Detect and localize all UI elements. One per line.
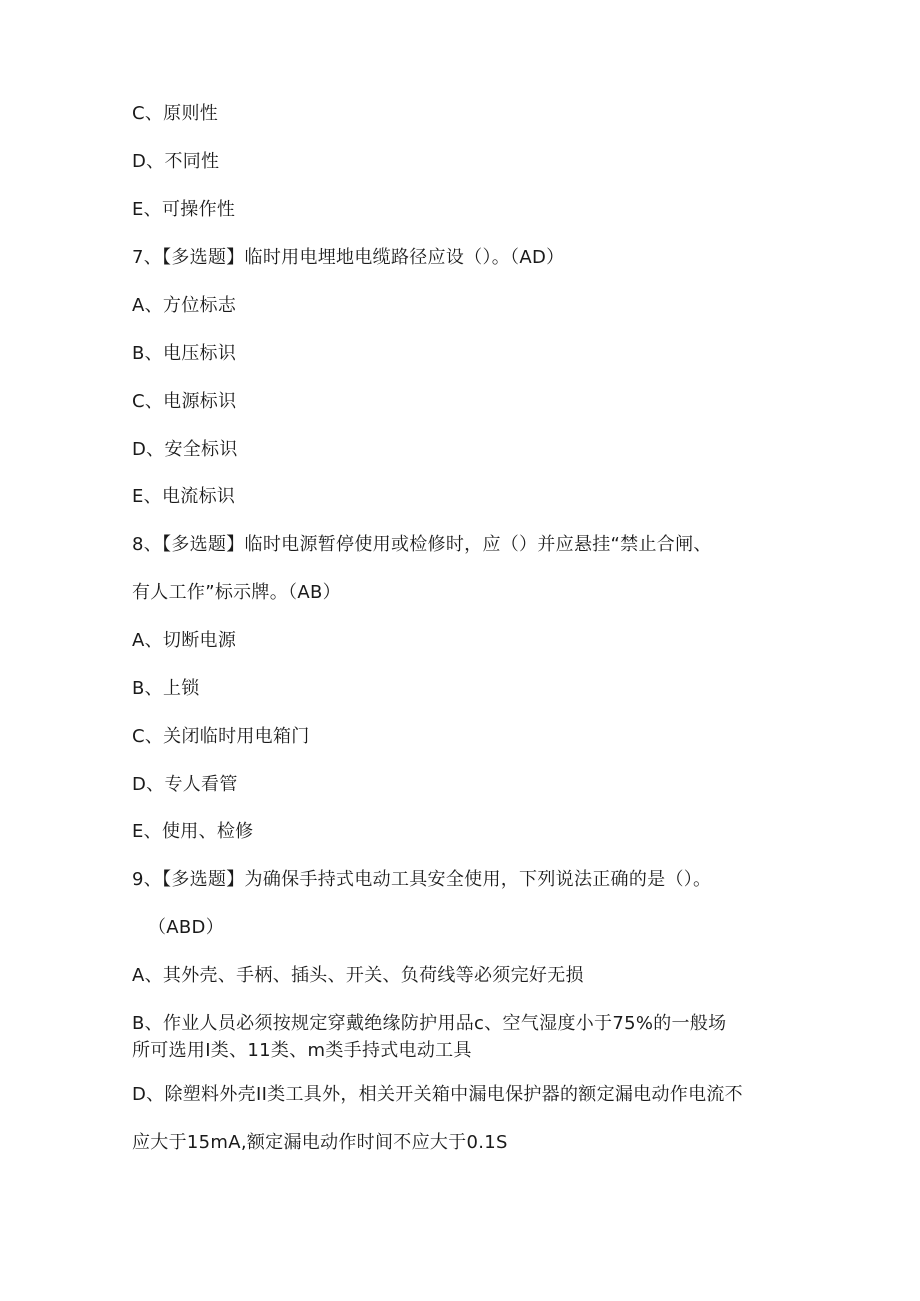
question-9-text-line1: 9、【多选题】为确保手持式电动工具安全使用，下列说法正确的是（）。 bbox=[132, 869, 712, 890]
q8-option-b: B、上锁 bbox=[132, 678, 200, 699]
question-8-text-line1: 8、【多选题】临时电源暂停使用或检修时，应（）并应悬挂“禁止合闸、 bbox=[132, 534, 712, 555]
option-d-line: D、不同性 bbox=[132, 151, 220, 172]
question-8-text-line2: 有人工作”标示牌。（AB） bbox=[132, 582, 341, 603]
q9-option-b-line2: 所可选用I类、11类、m类手持式电动工具 bbox=[132, 1040, 472, 1061]
q9-option-b-line1: B、作业人员必须按规定穿戴绝缘防护用品c、空气湿度小于75%的一般场 bbox=[132, 1013, 727, 1034]
q7-option-d: D、安全标识 bbox=[132, 439, 238, 460]
q9-option-d-line1: D、除塑料外壳II类工具外，相关开关箱中漏电保护器的额定漏电动作电流不 bbox=[132, 1084, 743, 1105]
question-9-answer: （ABD） bbox=[148, 917, 225, 938]
q8-option-d: D、专人看管 bbox=[132, 774, 238, 795]
question-7-text: 7、【多选题】临时用电埋地电缆路径应设（）。（AD） bbox=[132, 247, 565, 268]
q7-option-e: E、电流标识 bbox=[132, 486, 236, 507]
q8-option-a: A、切断电源 bbox=[132, 630, 237, 651]
q7-option-c: C、电源标识 bbox=[132, 391, 237, 412]
q9-option-a: A、其外壳、手柄、插头、开关、负荷线等必须完好无损 bbox=[132, 965, 584, 986]
q7-option-b: B、电压标识 bbox=[132, 343, 237, 364]
q8-option-c: C、关闭临时用电箱门 bbox=[132, 726, 310, 747]
q9-option-d-line2: 应大于15mA,额定漏电动作时间不应大于0.1S bbox=[132, 1132, 508, 1153]
option-e-line: E、可操作性 bbox=[132, 199, 236, 220]
option-c-line: C、原则性 bbox=[132, 103, 219, 124]
q7-option-a: A、方位标志 bbox=[132, 295, 237, 316]
q8-option-e: E、使用、检修 bbox=[132, 821, 254, 842]
